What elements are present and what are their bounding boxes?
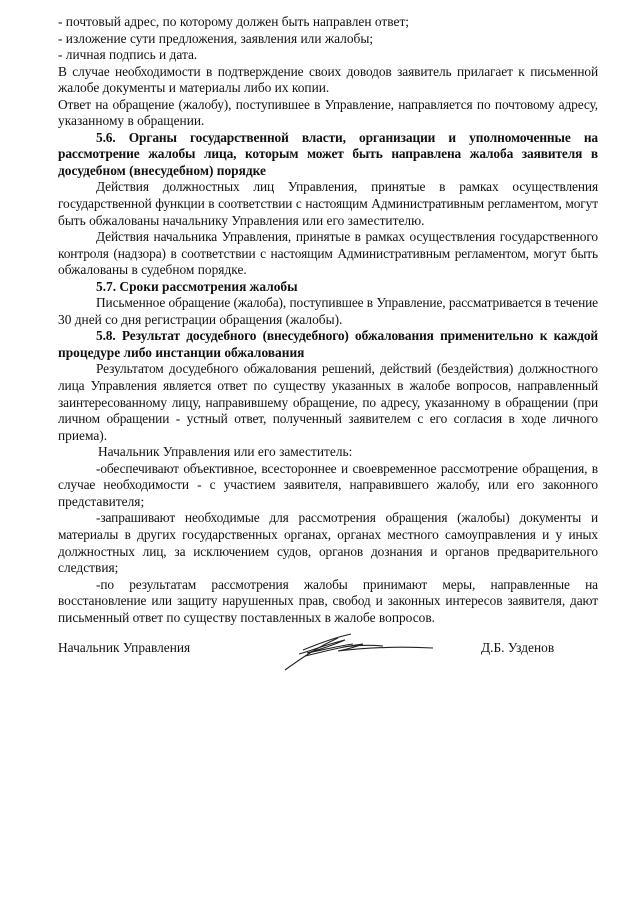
- document-body: [58, 14, 598, 626]
- paragraph-line: быть обжалованы начальнику Управления или его заместителю.: [58, 212, 425, 228]
- paragraph-line: следствия;: [58, 560, 119, 576]
- paragraph-line: представителя;: [58, 493, 145, 509]
- paragraph-line: материалы в других государственных органах, органах местного самоуправления и у иных: [58, 526, 598, 542]
- paragraph-line: Действия начальника Управления, принятые в рамках осуществления государственного: [96, 229, 598, 245]
- section-heading-line: процедуре либо инстанции обжалования: [58, 344, 305, 360]
- signatory-position: Начальник Управления: [58, 640, 191, 656]
- paragraph-line: личном обращении - устный ответ, полученный заявителем с его согласия в ходе личного: [58, 411, 598, 427]
- signatory-name: Д.Б. Узденов: [481, 640, 555, 656]
- paragraph-line: -обеспечивают объективное, всестороннее и своевременное рассмотрение обращения, в: [96, 460, 598, 476]
- handwritten-signature: [283, 632, 473, 672]
- section-heading-line: рассмотрение жалобы лица, которым может быть направлена жалоба заявителя в: [58, 146, 598, 162]
- paragraph-line: лица Управления является ответ по существу указанных в жалобе вопросов, направленный: [58, 378, 598, 394]
- paragraph-line: указанному в обращении.: [58, 113, 205, 129]
- paragraph-line: Письменное обращение (жалоба), поступившее в Управление, рассматривается в течение: [96, 295, 598, 311]
- paragraph-line: восстановление или защиту нарушенных прав, свобод и законных интересов заявителя, дают: [58, 593, 598, 609]
- signature-block: [58, 632, 598, 676]
- paragraph-line: - почтовый адрес, по которому должен быть направлен ответ;: [58, 14, 410, 29]
- paragraph-line: заинтересованному лицу, направившему обращение, по адресу, указанному в обращении (при: [58, 394, 598, 410]
- paragraph-line: жалобе документы и материалы либо их копии.: [58, 80, 330, 96]
- paragraph-line: - личная подпись и дата.: [58, 47, 198, 63]
- paragraph-line: случае необходимости - с участием заявителя, направившего жалобу, или его законного: [58, 477, 598, 493]
- section-heading-line: досудебном (внесудебном) порядке: [58, 162, 266, 178]
- paragraph-line: В случае необходимости в подтверждение своих доводов заявитель прилагает к письменной: [58, 63, 598, 79]
- paragraph-line: Результатом досудебного обжалования решений, действий (бездействия) должностного: [96, 361, 598, 377]
- paragraph-line: государственной функции в соответствии с настоящим Административным регламентом, могут: [58, 196, 598, 212]
- section-heading-line: 5.8. Результат досудебного (внесудебного) обжалования применительно к каждой: [96, 328, 598, 344]
- paragraph-line: -по результатам рассмотрения жалобы принимают меры, направленные на: [96, 576, 598, 592]
- paragraph-line: должностных лиц, за исключением судов, органов дознания и органов предварительного: [58, 543, 598, 559]
- paragraph-line: 30 дней со дня регистрации обращения (жалобы).: [58, 311, 343, 327]
- section-heading-line: 5.6. Органы государственной власти, организации и уполномоченные на: [96, 129, 598, 145]
- paragraph-line: Ответ на обращение (жалобу), поступившее в Управление, направляется по почтовому адресу,: [58, 96, 598, 112]
- paragraph-line: Начальник Управления или его заместитель:: [98, 444, 353, 460]
- paragraph-line: письменный ответ по существу поставленных в жалобе вопросов.: [58, 609, 436, 625]
- paragraph-line: обжалованы в судебном порядке.: [58, 262, 247, 278]
- section-heading-line: 5.7. Сроки рассмотрения жалобы: [96, 278, 298, 294]
- paragraph-line: контроля (надзора) в соответствии с настоящим Административным регламентом, могут быть: [58, 245, 598, 261]
- paragraph-line: -запрашивают необходимые для рассмотрения обращения (жалобы) документы и: [96, 510, 598, 526]
- paragraph-line: Действия должностных лиц Управления, принятые в рамках осуществления: [96, 179, 598, 195]
- paragraph-line: - изложение сути предложения, заявления или жалобы;: [58, 30, 374, 46]
- document-page: [58, 14, 598, 716]
- paragraph-line: приема).: [58, 427, 108, 443]
